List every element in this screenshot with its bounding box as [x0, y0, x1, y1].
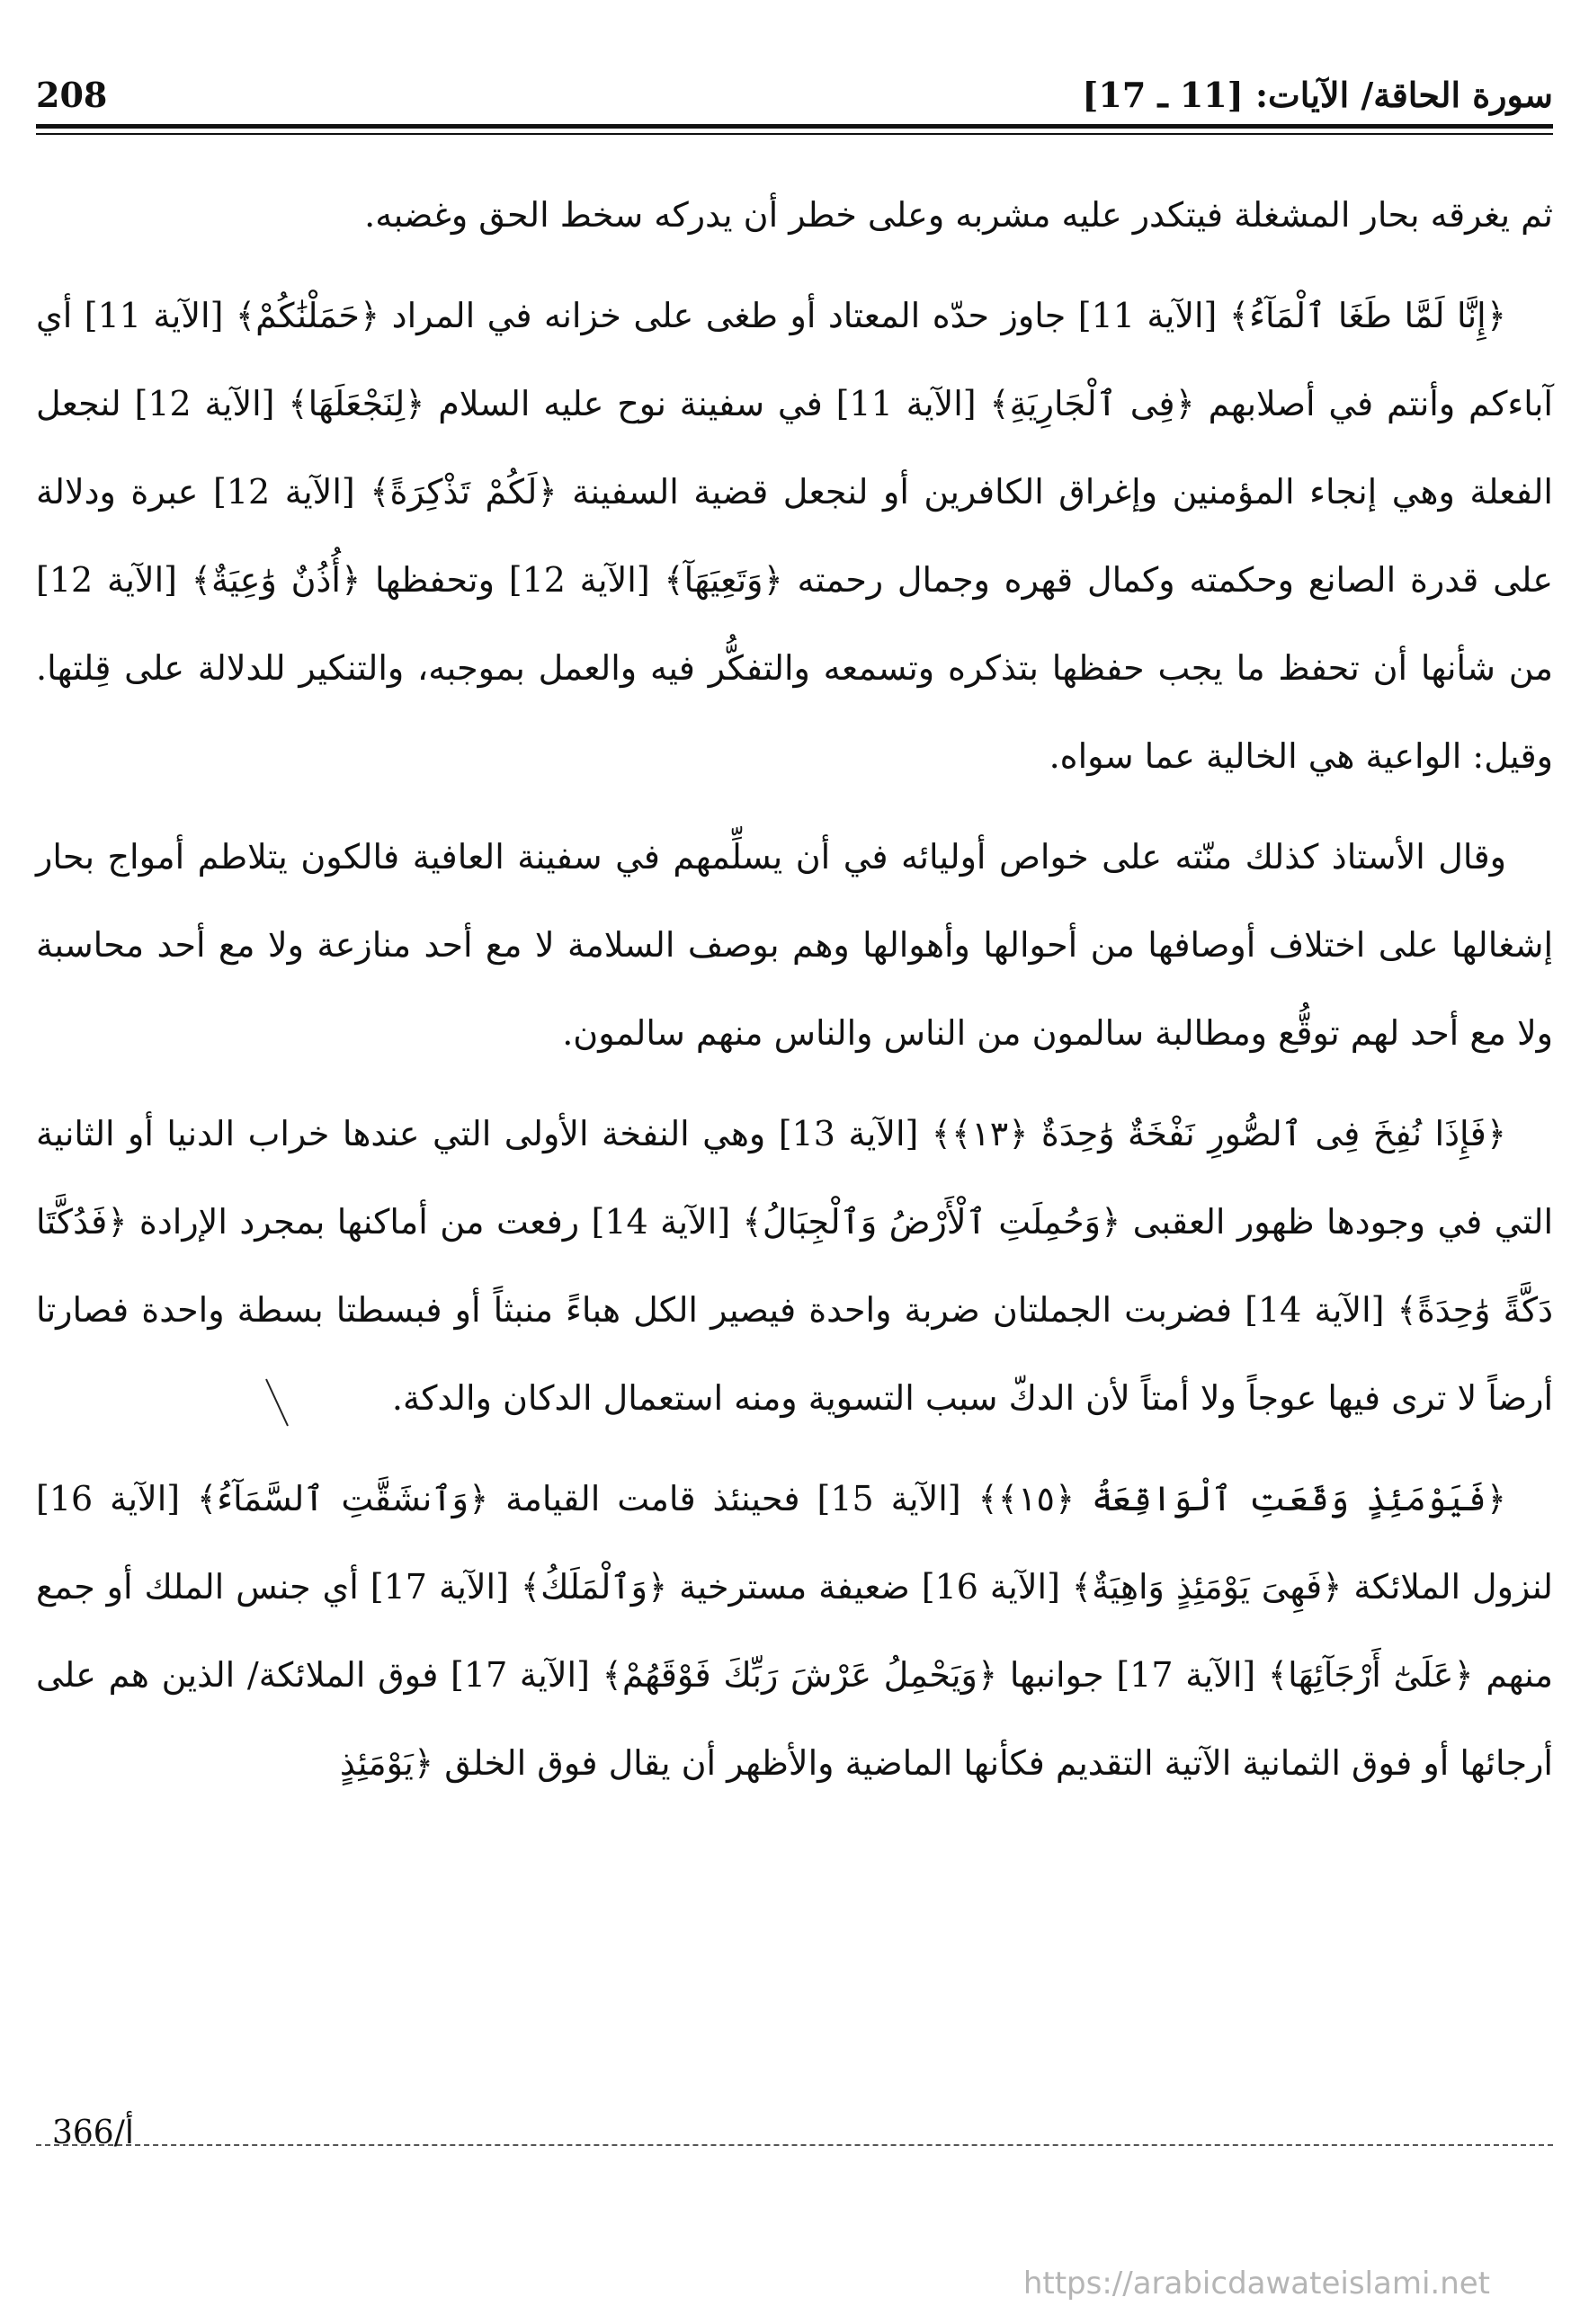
header-rule-thick: [36, 124, 1553, 129]
watermark-url: https://arabicdawateislami.net: [1022, 2266, 1490, 2302]
paragraph-2: ﴿إِنَّا لَمَّا طَغَا ٱلْمَآءُ﴾ [الآية 11] جاوز حدّه المعتاد أو طغى على خزانه في المراد ﴿حَمَلْنَٰكُمْ﴾ [الآية 11] أي آباءكم وأنتم في أصلابهم ﴿فِى ٱلْجَارِيَةِ﴾ [الآية 11] في سفينة نوح عليه السلام ﴿لِنَجْعَلَهَا﴾ [الآية 12] لنجعل الفعلة وهي إنجاء المؤمنين وإغراق الكافرين أو لنجعل قضية السفينة ﴿لَكُمْ تَذْكِرَةً﴾ [الآية 12] عبرة ودلالة على قدرة الصانع وحكمته وكمال قهره وجمال رحمته ﴿وَتَعِيَهَآ﴾ [الآية 12] وتحفظها ﴿أُذُنٌ وَٰعِيَةٌ﴾ [الآية 12] من شأنها أن تحفظ ما يجب حفظها بتذكره وتسمعه والتفكُّر فيه والعمل بموجبه، والتنكير للدلالة على قِلتها. وقيل: الواعية هي الخالية عما سواه.: [36, 296, 1553, 776]
page-header: [36, 63, 1553, 126]
paragraph-1: ثم يغرقه بحار المشغلة فيتكدر عليه مشربه وعلى خطر أن يدركه سخط الحق وغضبه.: [364, 195, 1553, 235]
paragraph-3: وقال الأستاذ كذلك منّته على خواص أوليائه في أن يسلِّمهم في سفينة العافية فالكون يتلاطم أمواج بحار إشغالها على اختلاف أوصافها من أحوالها وأهوالها وهم بوصف السلامة لا مع أحد منازعة ولا مع أحد محاسبة ولا مع أحد لهم توقُّع ومطالبة سالمون من الناس والناس منهم سالمون.: [36, 837, 1553, 1053]
paragraph-5: ﴿فَيَوْمَئِذٍ وَقَعَتِ ٱلْوَاقِعَةُ ﴿١٥﴾﴾ [الآية 15] فحينئذ قامت القيامة ﴿وَٱنشَقَّتِ ٱلسَّمَآءُ﴾ [الآية 16] لنزول الملائكة ﴿فَهِىَ يَوْمَئِذٍ وَاهِيَةٌ﴾ [الآية 16] ضعيفة مسترخية ﴿وَٱلْمَلَكُ﴾ [الآية 17] أي جنس الملك أو جمع منهم ﴿عَلَىٰٓ أَرْجَآئِهَا﴾ [الآية 17] جوانبها ﴿وَيَحْمِلُ عَرْشَ رَبِّكَ فَوْقَهُمْ﴾ [الآية 17] فوق الملائكة/ الذين هم على أرجائها أو فوق الثمانية الآتية التقديم فكأنها الماضية والأظهر أن يقال فوق الخلق ﴿يَوْمَئِذٍ: [36, 1479, 1554, 1783]
paragraph-4: ﴿فَإِذَا نُفِخَ فِى ٱلصُّورِ نَفْخَةٌ وَٰحِدَةٌ ﴿١٣﴾﴾ [الآية 13] وهي النفخة الأولى التي عندها خراب الدنيا أو الثانية التي في وجودها ظهور العقبى ﴿وَحُمِلَتِ ٱلْأَرْضُ وَٱلْجِبَالُ﴾ [الآية 14] رفعت من أماكنها بمجرد الإرادة ﴿فَدُكَّتَا دَكَّةً وَٰحِدَةً﴾ [الآية 14] فضربت الجملتان ضربة واحدة فيصير الكل هباءً منبثاً أو فبسطتا بسطة واحدة فصارتا أرضاً لا ترى فيها عوجاً ولا أمتاً لأن الدكّ سبب التسوية ومنه استعمال الدكان والدكة.: [36, 1114, 1554, 1418]
manuscript-folio-rule: [36, 2144, 1553, 2146]
page-number: 208: [36, 74, 108, 115]
manuscript-folio-marker: 366/أ: [52, 2115, 134, 2151]
running-title: سورة الحاقة/ الآيات: [11 ـ 17]: [1082, 74, 1553, 115]
body-text: [36, 171, 1553, 1820]
header-rule-thin: [36, 133, 1553, 135]
